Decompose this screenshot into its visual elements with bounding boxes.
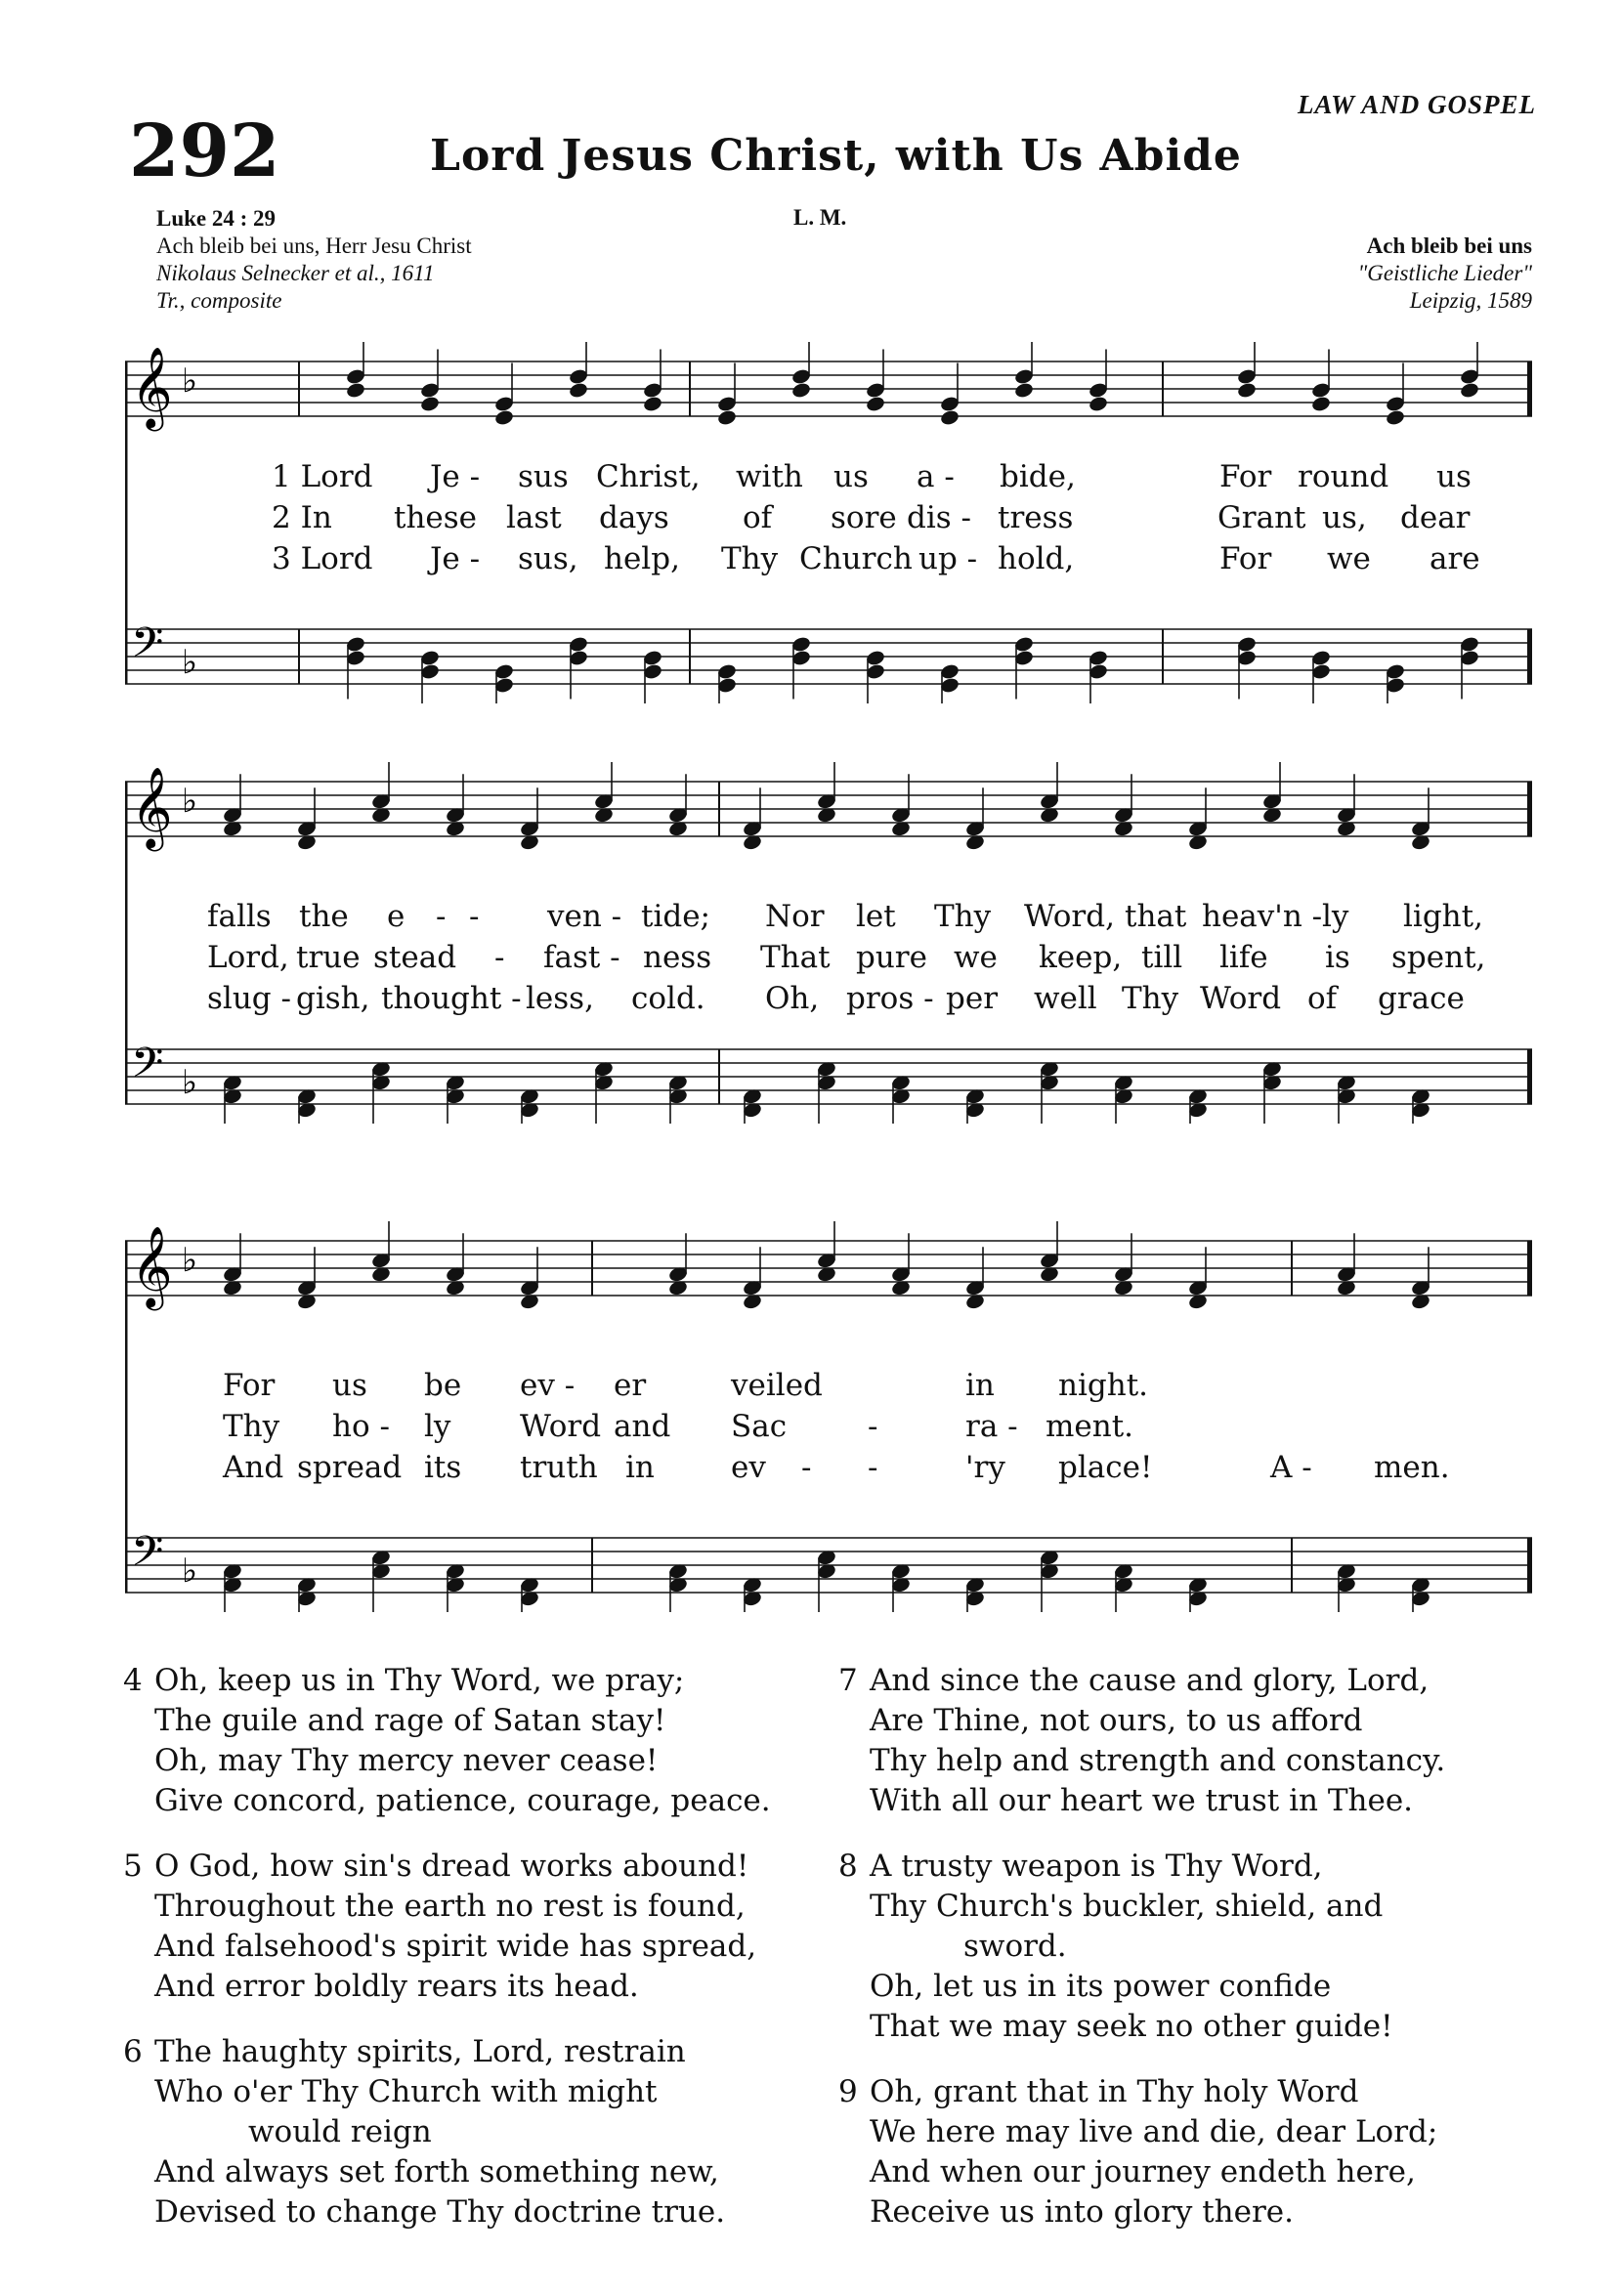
verse-text: Devised to change Thy doctrine true. (154, 2194, 726, 2230)
verse-text: With all our heart we trust in Thee. (870, 1783, 1414, 1818)
verse-text: would reign (248, 2114, 432, 2149)
notehead (568, 381, 588, 399)
lyric-syllable: us (332, 1368, 367, 1403)
lyric-syllable: life (1219, 940, 1268, 975)
lyric-syllable: last (506, 500, 562, 535)
hymn-title: Lord Jesus Christ, with Us Abide (430, 131, 1242, 181)
verse-line (123, 1741, 827, 1781)
verse-text: Oh, grant that in Thy holy Word (870, 2074, 1359, 2109)
lyric-syllable: veiled (731, 1368, 823, 1403)
verse-line (123, 2192, 827, 2232)
lyric-syllable: of (1307, 981, 1338, 1016)
lyric-syllable: grace (1378, 981, 1465, 1016)
lyric-syllable: these (394, 500, 478, 535)
verse-text: A trusty weapon is Thy Word, (870, 1849, 1323, 1884)
verse-text: The haughty spirits, Lord, restrain (154, 2034, 686, 2069)
lyric-syllable: are (1430, 541, 1480, 576)
verse-5 (123, 1847, 827, 2007)
verse-line (838, 1967, 1542, 2007)
lyric-syllable: round (1298, 459, 1389, 494)
lyric-syllable: Thy (1122, 981, 1179, 1016)
verse-text: Oh, may Thy mercy never cease! (154, 1743, 659, 1778)
verse-line (123, 1661, 827, 1701)
lyric-line (125, 981, 1532, 1020)
author: Nikolaus Selnecker et al., 1611 (156, 261, 435, 285)
lyric-syllable: ness (643, 940, 712, 975)
verse-line (123, 1887, 827, 1927)
lyric-syllable: - (469, 899, 480, 934)
verse-6 (123, 2032, 827, 2232)
lyric-syllable: tress (998, 500, 1074, 535)
lyric-syllable: well (1034, 981, 1097, 1016)
verse-text: We here may live and die, dear Lord; (870, 2114, 1438, 2149)
lyric-syllable: spent, (1391, 940, 1486, 975)
music-system-1 (125, 342, 1532, 703)
verse-line (838, 1781, 1542, 1821)
lyric-syllable: in (625, 1450, 655, 1485)
lyric-syllable: For (223, 1368, 276, 1403)
lyric-syllable: Je - (430, 541, 481, 576)
verse-line (838, 1741, 1542, 1781)
bass-clef-icon: 𝄢 (131, 618, 164, 678)
flat-icon: ♭ (182, 361, 198, 401)
lyric-syllable: 'ry (965, 1450, 1005, 1485)
flat-icon: ♭ (182, 1240, 198, 1280)
lyric-line (125, 541, 1532, 580)
music-system-2 (125, 762, 1532, 1124)
lyric-syllable: up - (918, 541, 978, 576)
verse-4 (123, 1661, 827, 1821)
lyric-syllable: be (424, 1368, 462, 1403)
verse-number: 5 (123, 1849, 143, 1884)
lyric-syllable: keep, (1039, 940, 1123, 975)
lyric-syllable: and (614, 1409, 671, 1444)
lyric-syllable: pros - (846, 981, 934, 1016)
verse-number: 7 (838, 1663, 858, 1698)
verse-number: 9 (838, 2074, 858, 2109)
verse-line (838, 1847, 1542, 1887)
verse-number: 4 (123, 1663, 143, 1698)
verse-line (838, 2007, 1542, 2047)
verse-text: O God, how sin's dread works abound! (154, 1849, 749, 1884)
lyric-syllable: sus (518, 459, 569, 494)
lyric-syllable: hold, (998, 541, 1075, 576)
lyric-syllable: A - (1270, 1450, 1312, 1485)
verse-text: Give concord, patience, courage, peace. (154, 1783, 771, 1818)
lyric-syllable: us (1436, 459, 1472, 494)
flat-icon: ♭ (182, 1062, 198, 1102)
lyric-syllable: ment. (1046, 1409, 1134, 1444)
lyric-syllable: ly (424, 1409, 451, 1444)
lyric-syllable: And (223, 1450, 284, 1485)
verse-line (123, 2152, 827, 2192)
verse-text: Thy help and strength and constancy. (870, 1743, 1446, 1778)
lyric-syllable: For (1219, 459, 1272, 494)
lyric-syllable: ev (731, 1450, 766, 1485)
lyric-syllable: Sac (731, 1409, 788, 1444)
tune-place: Leipzig, 1589 (1409, 288, 1532, 313)
lyric-syllable: er (614, 1368, 647, 1403)
verse-line (838, 1927, 1542, 1967)
verse-text: Throughout the earth no rest is found, (154, 1889, 746, 1924)
verse-text: Are Thine, not ours, to us afford (870, 1703, 1363, 1738)
lyric-syllable: dis - (907, 500, 971, 535)
lyric-syllable: light, (1403, 899, 1483, 934)
treble-clef-icon: 𝄞 (131, 345, 173, 428)
lyric-syllable: thought - (381, 981, 522, 1016)
meter: L. M. (793, 205, 847, 230)
verse-line (838, 1887, 1542, 1927)
lyric-syllable: its (424, 1450, 462, 1485)
notehead (790, 381, 811, 399)
lyric-syllable: tide; (641, 899, 711, 934)
notehead (939, 408, 960, 426)
verse-text: Oh, let us in its power confide (870, 1969, 1332, 2004)
lyric-syllable: of (743, 500, 773, 535)
lyric-syllable: Thy (223, 1409, 280, 1444)
lyric-syllable: For (1219, 541, 1272, 576)
verse-text: And when our journey endeth here, (870, 2154, 1416, 2190)
verse-text: Who o'er Thy Church with might (154, 2074, 658, 2109)
notehead (1310, 395, 1331, 412)
verse-line (123, 1701, 827, 1741)
lyric-syllable: help, (604, 541, 680, 576)
lyric-syllable: Je - (430, 459, 481, 494)
credits-left (156, 205, 472, 315)
lyric-line (125, 1368, 1532, 1407)
notehead (642, 395, 662, 412)
notehead (716, 408, 737, 426)
lyric-syllable: Oh, (765, 981, 820, 1016)
translation-credit: Tr., composite (156, 288, 282, 313)
lyric-syllable: sore (831, 500, 897, 535)
lyric-syllable: in (965, 1368, 995, 1403)
section-label: LAW AND GOSPEL (1297, 90, 1536, 119)
lyric-syllable: Word, (1024, 899, 1115, 934)
lyric-syllable: stead (373, 940, 457, 975)
lyric-syllable: bide, (1000, 459, 1076, 494)
lyric-syllable: spread (297, 1450, 403, 1485)
bass-clef-icon: 𝄢 (131, 1039, 164, 1098)
lyric-syllable: the (299, 899, 349, 934)
lyric-syllable: Christ, (596, 459, 701, 494)
lyric-syllable: ho - (332, 1409, 390, 1444)
lyric-syllable: That (760, 940, 831, 975)
lyric-syllable: we (1327, 541, 1371, 576)
lyric-syllable: true (296, 940, 361, 975)
flat-icon: ♭ (182, 1551, 198, 1591)
verse-text: And always set forth something new, (154, 2154, 719, 2190)
flat-icon: ♭ (182, 781, 198, 821)
notehead (1459, 381, 1479, 399)
verse-line (838, 2192, 1542, 2232)
verse-text: sword. (963, 1929, 1067, 1964)
lyric-syllable: us (833, 459, 869, 494)
flat-icon: ♭ (182, 642, 198, 682)
verse-text: And falsehood's spirit wide has spread, (154, 1929, 757, 1964)
verse-text: Receive us into glory there. (870, 2194, 1294, 2230)
notehead (1088, 395, 1108, 412)
lyric-syllable: 3 Lord (272, 541, 373, 576)
lyric-line (125, 940, 1532, 979)
lyric-syllable: - (868, 1409, 878, 1444)
lyric-syllable: men. (1374, 1450, 1450, 1485)
lyric-syllable: ly (1322, 899, 1349, 934)
lyric-syllable: Grant (1217, 500, 1306, 535)
lyric-syllable: Word (520, 1409, 602, 1444)
lyric-syllable: is (1325, 940, 1350, 975)
lyric-syllable: let (856, 899, 896, 934)
lyric-syllable: slug - (207, 981, 291, 1016)
original-title: Ach bleib bei uns, Herr Jesu Christ (156, 234, 472, 258)
notehead (865, 395, 885, 412)
lyric-syllable: - (494, 940, 505, 975)
lyric-syllable: with (736, 459, 803, 494)
notehead (345, 381, 365, 399)
verse-7 (838, 1661, 1542, 1821)
verse-text: The guile and rage of Satan stay! (154, 1703, 666, 1738)
lyric-syllable: cold. (631, 981, 705, 1016)
notehead (493, 408, 514, 426)
music-system-3 (125, 1221, 1532, 1612)
lyric-syllable: Thy (934, 899, 992, 934)
verse-line (838, 2152, 1542, 2192)
lyric-syllable: till (1141, 940, 1183, 975)
lyric-syllable: sus, (518, 541, 578, 576)
lyric-syllable: - (436, 899, 447, 934)
verse-text: Oh, keep us in Thy Word, we pray; (154, 1663, 685, 1698)
verse-number: 6 (123, 2034, 143, 2069)
lyric-syllable: e (387, 899, 406, 934)
lyric-syllable: ra - (965, 1409, 1018, 1444)
verse-number: 8 (838, 1849, 858, 1884)
notehead (419, 395, 440, 412)
lyric-syllable: days (599, 500, 669, 535)
lyric-syllable: place! (1058, 1450, 1153, 1485)
verse-line (123, 1967, 827, 2007)
scripture-reference: Luke 24 : 29 (156, 206, 277, 231)
verse-line (123, 1927, 827, 1967)
lyric-syllable: us, (1322, 500, 1367, 535)
lyric-syllable: truth (520, 1450, 598, 1485)
lyric-syllable: fast - (543, 940, 620, 975)
verse-9 (838, 2072, 1542, 2232)
verse-line (123, 2032, 827, 2072)
lyric-line (125, 1409, 1532, 1448)
tune-name: Ach bleib bei uns (1366, 234, 1532, 258)
lyric-syllable: pure (856, 940, 927, 975)
verse-text: That we may seek no other guide! (870, 2009, 1393, 2044)
lyric-syllable: Thy (721, 541, 779, 576)
verse-line (838, 2112, 1542, 2152)
lyric-syllable: Nor (765, 899, 825, 934)
lyric-syllable: 2 In (272, 500, 332, 535)
lyric-syllable: dear (1400, 500, 1471, 535)
verse-text: And error boldly rears its head. (154, 1969, 639, 2004)
lyric-syllable: a - (917, 459, 955, 494)
lyric-syllable: Word (1200, 981, 1282, 1016)
bass-clef-icon: 𝄢 (131, 1527, 164, 1587)
notehead (1385, 408, 1405, 426)
verse-line (123, 2072, 827, 2112)
verse-line (123, 1847, 827, 1887)
verse-text: Thy Church's buckler, shield, and (870, 1889, 1384, 1924)
verse-line (123, 1781, 827, 1821)
lyric-syllable: that (1125, 899, 1187, 934)
lyric-syllable: - (868, 1450, 878, 1485)
lyric-syllable: 1 Lord (272, 459, 373, 494)
notehead (1236, 381, 1257, 399)
notehead (1013, 381, 1034, 399)
verse-line (838, 1701, 1542, 1741)
lyric-syllable: falls (207, 899, 272, 934)
verse-line (123, 2112, 827, 2152)
lyric-syllable: - (801, 1450, 812, 1485)
verse-text: And since the cause and glory, Lord, (870, 1663, 1430, 1698)
lyric-syllable: less, (526, 981, 594, 1016)
lyric-syllable: ven - (547, 899, 622, 934)
credits-right (1358, 233, 1532, 315)
treble-clef-icon: 𝄞 (131, 1224, 173, 1307)
treble-clef-icon: 𝄞 (131, 765, 173, 848)
lyric-line (125, 459, 1532, 498)
verse-8 (838, 1847, 1542, 2047)
lyric-syllable: night. (1058, 1368, 1149, 1403)
lyric-line (125, 1450, 1532, 1489)
hymn-number: 292 (129, 109, 280, 193)
lyric-line (125, 899, 1532, 938)
verse-line (838, 1661, 1542, 1701)
verse-line (838, 2072, 1542, 2112)
lyric-syllable: ev - (520, 1368, 576, 1403)
lyric-syllable: heav'n - (1202, 899, 1323, 934)
lyric-line (125, 500, 1532, 539)
lyric-syllable: per (946, 981, 999, 1016)
tune-source: "Geistliche Lieder" (1357, 261, 1532, 285)
lyric-syllable: Church (799, 541, 913, 576)
lyric-syllable: we (954, 940, 998, 975)
lyric-syllable: Lord, (207, 940, 289, 975)
lyric-syllable: gish, (296, 981, 370, 1016)
